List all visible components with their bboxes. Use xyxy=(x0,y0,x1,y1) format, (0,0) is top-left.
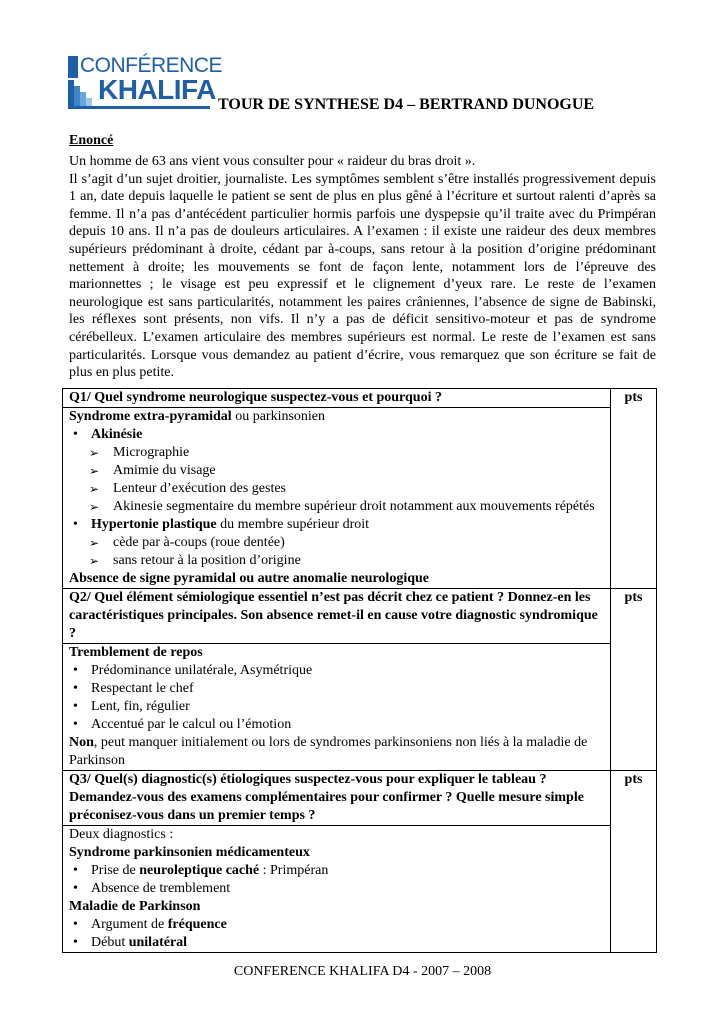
list-item: ➢ cède par à-coups (roue dentée) xyxy=(69,534,604,552)
q1-syndrome xyxy=(69,408,604,426)
list-item xyxy=(69,516,604,534)
text: : Primpéran xyxy=(259,863,329,878)
text-bold: unilatéral xyxy=(128,935,188,950)
logo-text-conference: CONFÉRENCE xyxy=(80,54,223,77)
q2-list xyxy=(69,662,604,734)
q3-diagnosis-1: Syndrome parkinsonien médicamenteux xyxy=(69,845,310,860)
list-item xyxy=(69,862,604,880)
list-item: ➢ Micrographie xyxy=(69,444,604,462)
pts-label: pts xyxy=(624,772,643,787)
q2-question: Q2/ Quel élément sémiologique essentiel n’est pas décrit chez ce patient ? Donnez-en les caractéristiques principales. Son absence remet-il en cause votre diagnostic syndromique ? xyxy=(63,589,611,644)
q1-absence: Absence de signe pyramidal ou autre anomalie neurologique xyxy=(69,571,430,586)
enonce-paragraph-2: Il s’agit d’un sujet droitier, journaliste. Les symptômes semblent s’être installés progressivement depuis 1 an, date depuis laquelle le patient se sent de plus en plus gêné à l’écriture et surtout ralenti d’après sa femme. Il n’a pas d’antécédent particulier hormis parfois une dyspepsie qu’il traite avec du Primpéran depuis 10 ans. Il n’a pas de douleurs articulaires. A l’examen : il existe une raideur des deux membres supérieurs prédominant à droite, cédant par à-coups, sans retour à la position d’origine prédominant nettement à droite; les mouvements se font de façon lente, notamment lors de l’épreuve des marionnettes ; le visage est peu expressif et le clignement d’yeux rare. Le reste de l’examen neurologique est sans particularités, notamment les paires crâniennes, l’absence de signe de Babinski, les réflexes sont présents, non vifs. Il n’y a pas de déficit sensitivo-moteur et pas de syndrome cérébelleux. L’examen articulaire des membres supérieurs est normal. Le reste de l’examen est sans particularités. Lorsque vous demandez au patient d’écrire, vous remarquez que son écriture se fait de plus en plus petite. xyxy=(69,171,656,381)
q1-question: Q1/ Quel syndrome neurologique suspectez-vous et pourquoi ? xyxy=(63,389,611,408)
text: Argument de xyxy=(91,917,168,932)
logo-text-khalifa: KHALIFA xyxy=(98,74,216,105)
q1-answer xyxy=(63,408,611,589)
q2-non-rest: , peut manquer initialement ou lors de syndromes parkinsoniens non liés à la maladie de Parkinson xyxy=(69,735,588,768)
list-item: • Respectant le chef xyxy=(69,680,604,698)
q3-answer xyxy=(63,826,611,953)
page-title: TOUR DE SYNTHESE D4 – BERTRAND DUNOGUE xyxy=(218,96,595,113)
q3-answer-row xyxy=(63,826,657,953)
q1-question-row xyxy=(63,389,657,408)
list-item xyxy=(69,426,604,444)
list-item: ➢ Amimie du visage xyxy=(69,462,604,480)
q3-intro: Deux diagnostics : xyxy=(69,827,174,842)
hypertonie-label: Hypertonie plastique xyxy=(91,517,217,532)
text: Prise de xyxy=(91,863,140,878)
q3-points-cell xyxy=(611,771,657,953)
q3-list-1 xyxy=(69,862,604,898)
pts-label: pts xyxy=(624,590,643,605)
pts-label: pts xyxy=(624,390,643,405)
text: Début xyxy=(91,935,129,950)
q3-question: Q3/ Quel(s) diagnostic(s) étiologiques suspectez-vous pour expliquer le tableau ? Demandez-vous des examens complémentaires pour confirmer ? Quelle mesure simple préconisez-vous dans un premier temps ? xyxy=(63,771,611,826)
q2-question-row xyxy=(63,589,657,644)
q1-points-cell xyxy=(611,389,657,589)
q2-non-bold: Non xyxy=(69,735,94,750)
list-item: • Absence de tremblement xyxy=(69,880,604,898)
q1-list xyxy=(69,426,604,570)
q2-answer-row xyxy=(63,644,657,771)
akinesie-label: Akinésie xyxy=(91,427,143,442)
list-item xyxy=(69,916,604,934)
q2-answer xyxy=(63,644,611,771)
q2-heading: Tremblement de repos xyxy=(69,645,203,660)
q1-syndrome-rest: ou parkinsonien xyxy=(231,409,326,424)
list-item: ➢ sans retour à la position d’origine xyxy=(69,552,604,570)
page-footer: CONFERENCE KHALIFA D4 - 2007 – 2008 xyxy=(233,964,492,979)
q3-list-2 xyxy=(69,916,604,952)
hypertonie-rest: du membre supérieur droit xyxy=(216,517,370,532)
enonce-heading: Enoncé xyxy=(69,133,114,148)
text-bold: neuroleptique caché xyxy=(139,863,260,878)
q1-answer-row xyxy=(63,408,657,589)
q2-points-cell xyxy=(611,589,657,771)
q3-question-row xyxy=(63,771,657,826)
text-bold: fréquence xyxy=(167,917,227,932)
enonce-paragraph-1: Un homme de 63 ans vient vous consulter pour « raideur du bras droit ». xyxy=(69,154,476,169)
list-item: • Prédominance unilatérale, Asymétrique xyxy=(69,662,604,680)
list-item: ➢ Akinesie segmentaire du membre supérieur droit notamment aux mouvements répétés xyxy=(69,498,604,516)
q3-diagnosis-2: Maladie de Parkinson xyxy=(69,899,201,914)
q1-syndrome-bold: Syndrome extra-pyramidal xyxy=(69,409,232,424)
question-table xyxy=(62,388,657,953)
list-item: • Accentué par le calcul ou l’émotion xyxy=(69,716,604,734)
q2-non xyxy=(69,734,604,770)
conference-khalifa-logo xyxy=(68,50,223,110)
list-item xyxy=(69,934,604,952)
list-item: ➢ Lenteur d’exécution des gestes xyxy=(69,480,604,498)
enonce-text xyxy=(69,153,656,382)
list-item: • Lent, fin, régulier xyxy=(69,698,604,716)
